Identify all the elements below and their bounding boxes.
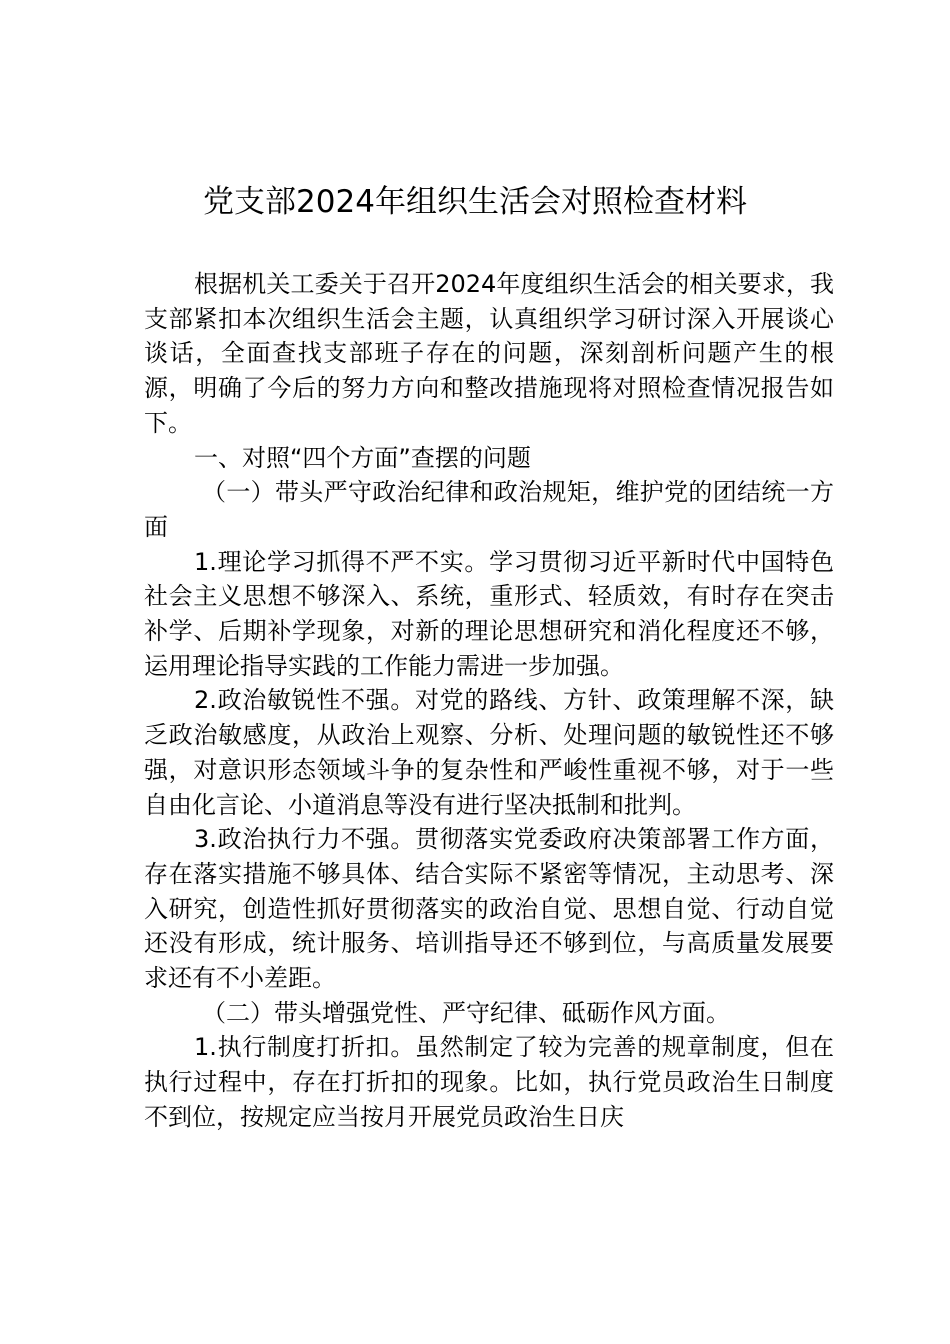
paragraph-item-2-1: 1.执行制度打折扣。虽然制定了较为完善的规章制度，但在执行过程中，存在打折扣的现象。比如，执行党员政治生日制度不到位，按规定应当按月开展党员政治生日庆	[144, 1033, 834, 1131]
heading-subsection-2: （二）带头增强党性、严守纪律、砥砺作风方面。	[202, 998, 730, 1027]
heading-section-1: 一、对照“四个方面”查摆的问题	[194, 443, 531, 472]
document-body	[144, 267, 834, 1135]
heading-subsection-1: （一）带头严守政治纪律和政治规矩，维护党的团结统一方面	[144, 478, 834, 541]
paragraph-item-1-3: 3.政治执行力不强。贯彻落实党委政府决策部署工作方面，存在落实措施不够具体、结合实际不紧密等情况，主动思考、深入研究，创造性抓好贯彻落实的政治自觉、思想自觉、行动自觉还没有形成，统计服务、培训指导还不够到位，与高质量发展要求还有不小差距。	[144, 825, 834, 993]
paragraph-intro: 根据机关工委关于召开2024年度组织生活会的相关要求，我支部紧扣本次组织生活会主题，认真组织学习研讨深入开展谈心谈话，全面查找支部班子存在的问题，深刻剖析问题产生的根源，明确了今后的努力方向和整改措施现将对照检查情况报告如下。	[144, 270, 834, 437]
paragraph-item-1-2: 2.政治敏锐性不强。对党的路线、方针、政策理解不深，缺乏政治敏感度，从政治上观察、分析、处理问题的敏锐性还不够强，对意识形态领域斗争的复杂性和严峻性重视不够，对于一些自由化言论、小道消息等没有进行坚决抵制和批判。	[144, 686, 834, 819]
document-title: 党支部2024年组织生活会对照检查材料	[203, 184, 747, 220]
paragraph-item-1-1: 1.理论学习抓得不严不实。学习贯彻习近平新时代中国特色社会主义思想不够深入、系统，重形式、轻质效，有时存在突击补学、后期补学现象，对新的理论思想研究和消化程度还不够，运用理论指导实践的工作能力需进一步加强。	[144, 547, 834, 680]
